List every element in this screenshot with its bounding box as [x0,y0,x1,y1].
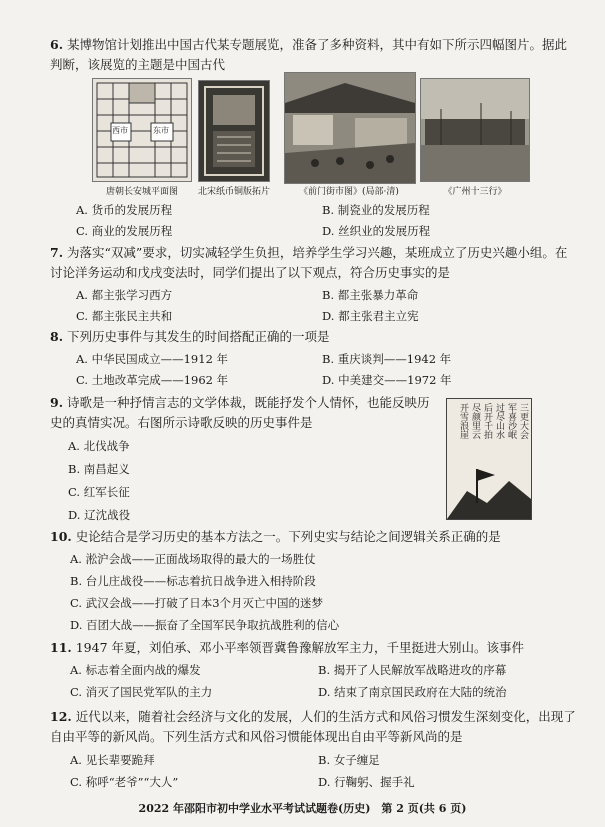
question-number: 6. [50,37,64,52]
option-b: B. 制瓷业的发展历程 [322,203,430,217]
poem-line: 后开千拍 [482,403,492,439]
option-c: C. 都主张民主共和 [76,309,173,323]
option-a: A. 都主张学习西方 [76,288,173,302]
qianmen-street-painting-image [284,72,416,184]
option-d: D. 中美建交——1972 年 [322,373,452,387]
question-text: 史论结合是学习历史的基本方法之一。下列史实与结论之间逻辑关系正确的是 [75,529,501,544]
option-a: A. 标志着全面内战的爆发 [70,663,201,677]
option-b: B. 南昌起义 [68,462,130,476]
option-c: C. 消灭了国民党军队的主力 [70,685,213,699]
question-12 [50,707,580,747]
option-c: C. 武汉会战——打破了日本3个月灭亡中国的迷梦 [70,596,324,610]
harbor-scene-icon [421,79,529,181]
question-11 [50,638,570,658]
question-number: 9. [50,395,64,410]
option-d: D. 辽沈战役 [68,508,131,522]
question-number: 7. [50,245,64,260]
option-c: C. 商业的发展历程 [76,224,173,238]
question-9 [50,393,440,433]
poem-line: 开雪浪崖 [458,403,468,439]
poem-line: 过尽山水 [494,403,504,439]
question-text: 1947 年夏，刘伯承、邓小平率领晋冀鲁豫解放军主力，千里挺进大别山。该事件 [75,640,525,655]
option-d: D. 结束了南京国民政府在大陆的统治 [318,685,507,699]
option-a: A. 见长辈要跪拜 [70,753,155,767]
question-text: 诗歌是一种抒情言志的文学体裁，既能抒发个人情怀，也能反映历史的真情实况。右图所示诗歌反映的历史事件是 [50,395,430,430]
option-c: C. 称呼“老爷”“大人” [70,775,179,789]
option-d: D. 行鞠躬、握手礼 [318,775,415,789]
question-number: 8. [50,329,64,344]
changan-city-plan-image [92,78,192,182]
banknote-pattern-icon [199,81,269,181]
question-text: 下列历史事件与其发生的时间搭配正确的一项是 [67,329,330,344]
image-caption: 唐朝长安城平面图 [105,187,178,197]
question-6 [50,35,570,75]
poem-line: 三更大会 [518,403,528,439]
option-b: B. 都主张暴力革命 [322,288,419,302]
question-number: 11. [50,640,72,655]
song-paper-money-image [198,80,270,182]
option-b: B. 揭开了人民解放军战略进攻的序幕 [318,663,507,677]
guangzhou-thirteen-hongs-image [420,78,530,182]
image-caption: 《广州十三行》 [443,187,507,197]
option-b: B. 女子缠足 [318,753,380,767]
poem-illustration [446,398,532,520]
option-d: D. 丝织业的发展历程 [322,224,431,238]
image-caption: 《前门街市图》(局部·清) [299,187,399,197]
option-c: C. 红军长征 [68,485,130,499]
option-a: A. 北伐战争 [68,439,130,453]
option-b: B. 重庆谈判——1942 年 [322,352,452,366]
poem-line: 尽颜里云 [470,403,480,439]
option-a: A. 货币的发展历程 [76,203,173,217]
question-text: 近代以来，随着社会经济与文化的发展，人们的生活方式和风俗习惯发生深刻变化，出现了自由平等的新风尚。下列生活方式和风俗习惯能体现出自由平等新风尚的是 [50,709,576,744]
option-d: D. 百团大战——振奋了全国军民争取抗战胜利的信心 [70,618,340,632]
option-b: B. 台儿庄战役——标志着抗日战争进入相持阶段 [70,574,316,588]
east-market-label: 东市 [153,126,169,135]
image-caption: 北宋纸币铜版拓片 [197,187,270,197]
question-8 [50,327,570,347]
city-grid-icon [93,79,191,181]
west-market-label: 西市 [112,126,128,135]
flag-mountain-icon [447,399,531,519]
option-d: D. 都主张君主立宪 [322,309,419,323]
street-scene-icon [285,73,415,183]
question-text: 某博物馆计划推出中国古代某专题展览，准备了多种资料，其中有如下所示四幅图片。据此判断，该展览的主题是中国古代 [50,37,568,72]
question-7 [50,243,570,283]
option-a: A. 淞沪会战——正面战场取得的最大的一场胜仗 [70,552,316,566]
option-c: C. 土地改革完成——1962 年 [76,373,229,387]
poem-line: 军喜沙岷 [506,403,516,439]
page-footer: 2022 年邵阳市初中学业水平考试试题卷(历史) 第 2 页(共 6 页) [138,802,467,815]
option-a: A. 中华民国成立——1912 年 [76,352,229,366]
question-number: 12. [50,709,72,724]
question-number: 10. [50,529,72,544]
question-10 [50,527,570,547]
question-text: 为落实“双减”要求，切实减轻学生负担，培养学生学习兴趣，某班成立了历史兴趣小组。在讨论洋务运动和戊戌变法时，同学们提出了以下观点，符合历史事实的是 [50,245,568,280]
